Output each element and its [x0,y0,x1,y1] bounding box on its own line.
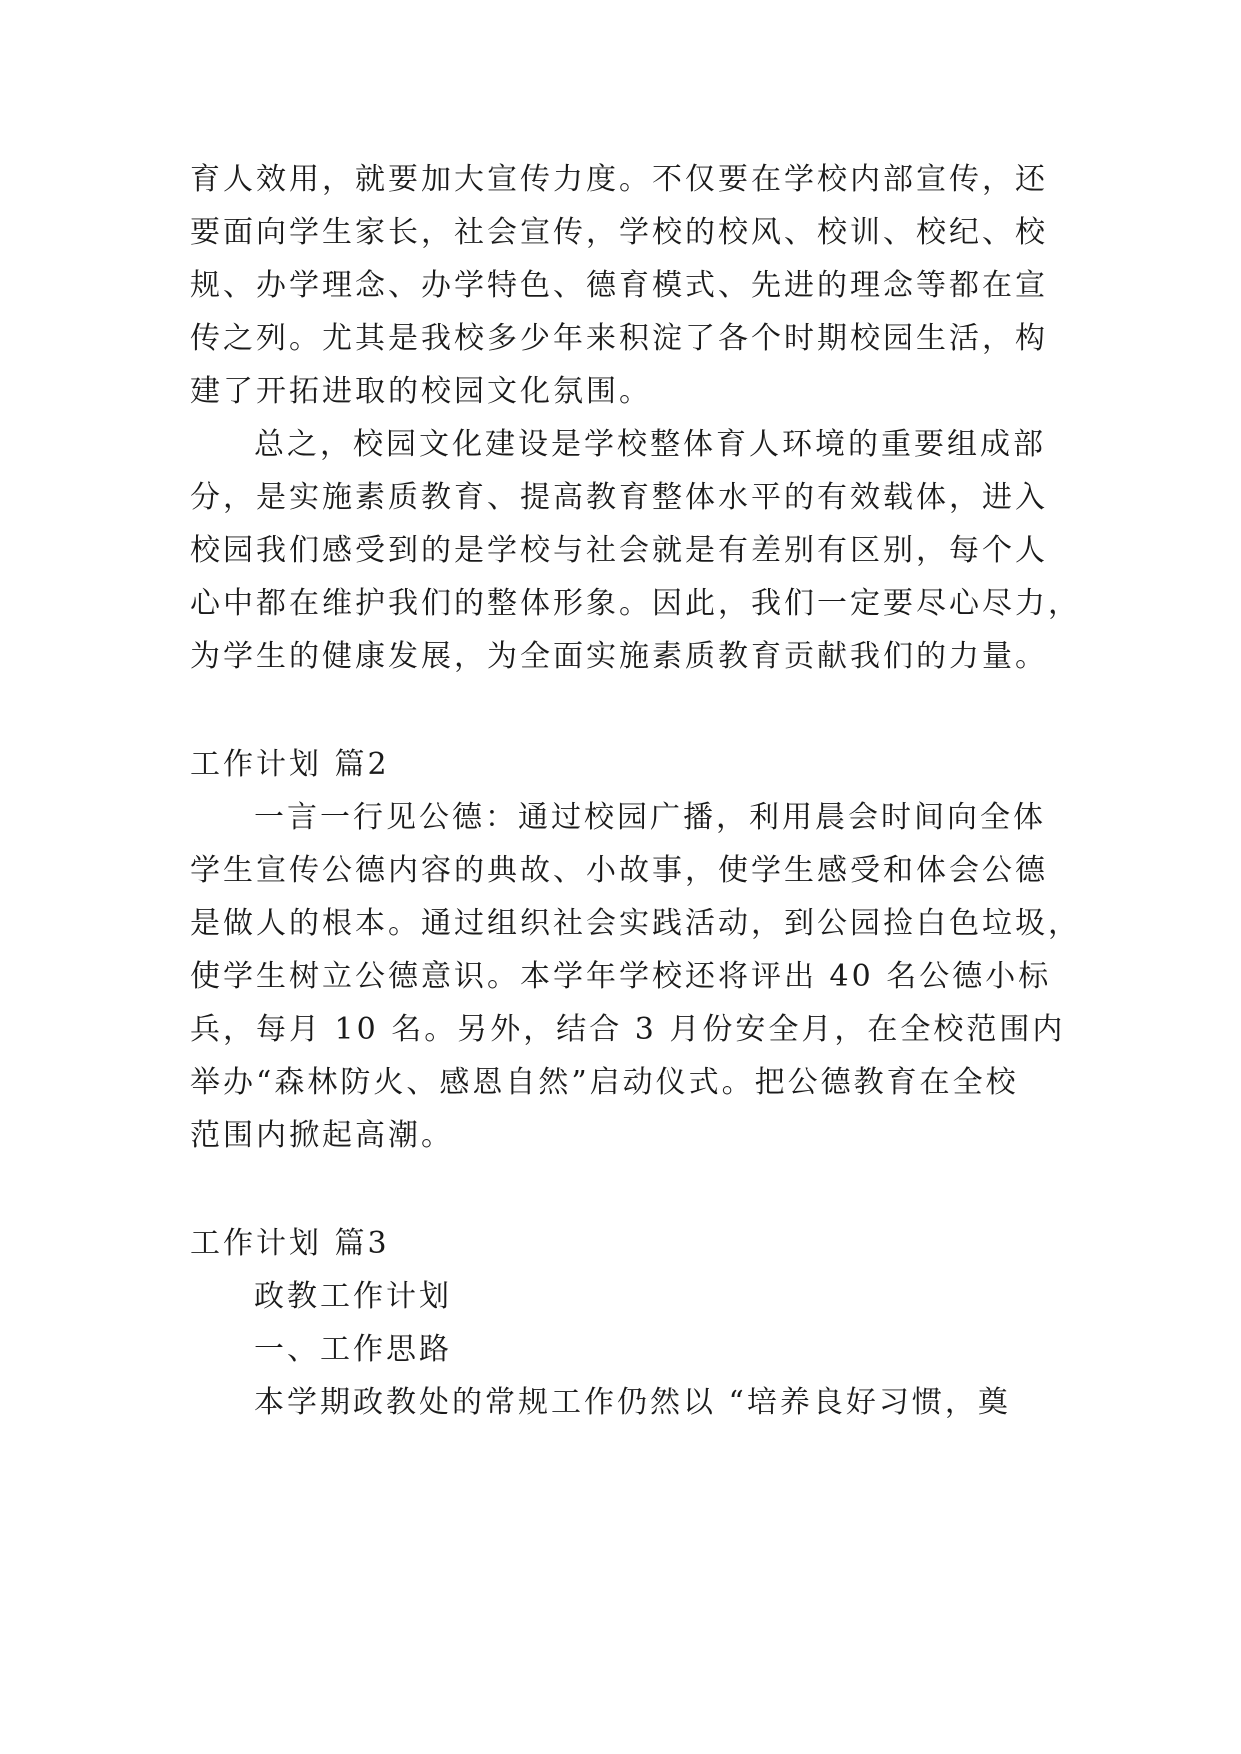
section-heading: 工作计划 篇2 [190,747,390,782]
paragraph-line: 校园我们感受到的是学校与社会就是有差别有区别，每个人 [190,533,1048,568]
paragraph-line: 分，是实施素质教育、提高教育整体水平的有效载体，进入 [190,480,1048,515]
paragraph-line: 传之列。尤其是我校多少年来积淀了各个时期校园生活，构 [190,321,1048,356]
paragraph-line: 政教工作计划 [254,1279,452,1314]
paragraph-line: 为学生的健康发展，为全面实施素质教育贡献我们的力量。 [190,639,1048,674]
paragraph-line: 范围内掀起高潮。 [190,1118,454,1153]
paragraph-line: 举办“森林防火、感恩自然”启动仪式。把公德教育在全校 [190,1065,1019,1100]
paragraph-line: 建了开拓进取的校园文化氛围。 [190,374,652,409]
paragraph-line: 使学生树立公德意识。本学年学校还将评出 40 名公德小标 [190,959,1052,994]
paragraph-line: 规、办学理念、办学特色、德育模式、先进的理念等都在宣 [190,268,1048,303]
section-heading: 工作计划 篇3 [190,1226,390,1261]
paragraph-line: 心中都在维护我们的整体形象。因此，我们一定要尽心尽力， [190,586,1081,621]
paragraph-line: 兵，每月 10 名。另外，结合 3 月份安全月，在全校范围内 [190,1012,1066,1047]
paragraph-line: 要面向学生家长，社会宣传，学校的校风、校训、校纪、校 [190,215,1048,250]
paragraph-line: 学生宣传公德内容的典故、小故事，使学生感受和体会公德 [190,853,1048,888]
paragraph-line: 是做人的根本。通过组织社会实践活动，到公园捡白色垃圾， [190,906,1081,941]
paragraph-line: 本学期政教处的常规工作仍然以 “培养良好习惯，奠 [254,1385,1011,1420]
paragraph-line: 一言一行见公德：通过校园广播，利用晨会时间向全体 [254,800,1046,835]
paragraph-line: 育人效用，就要加大宣传力度。不仅要在学校内部宣传，还 [190,162,1048,197]
paragraph-line: 一、工作思路 [254,1332,452,1367]
paragraph-line: 总之，校园文化建设是学校整体育人环境的重要组成部 [254,427,1046,462]
